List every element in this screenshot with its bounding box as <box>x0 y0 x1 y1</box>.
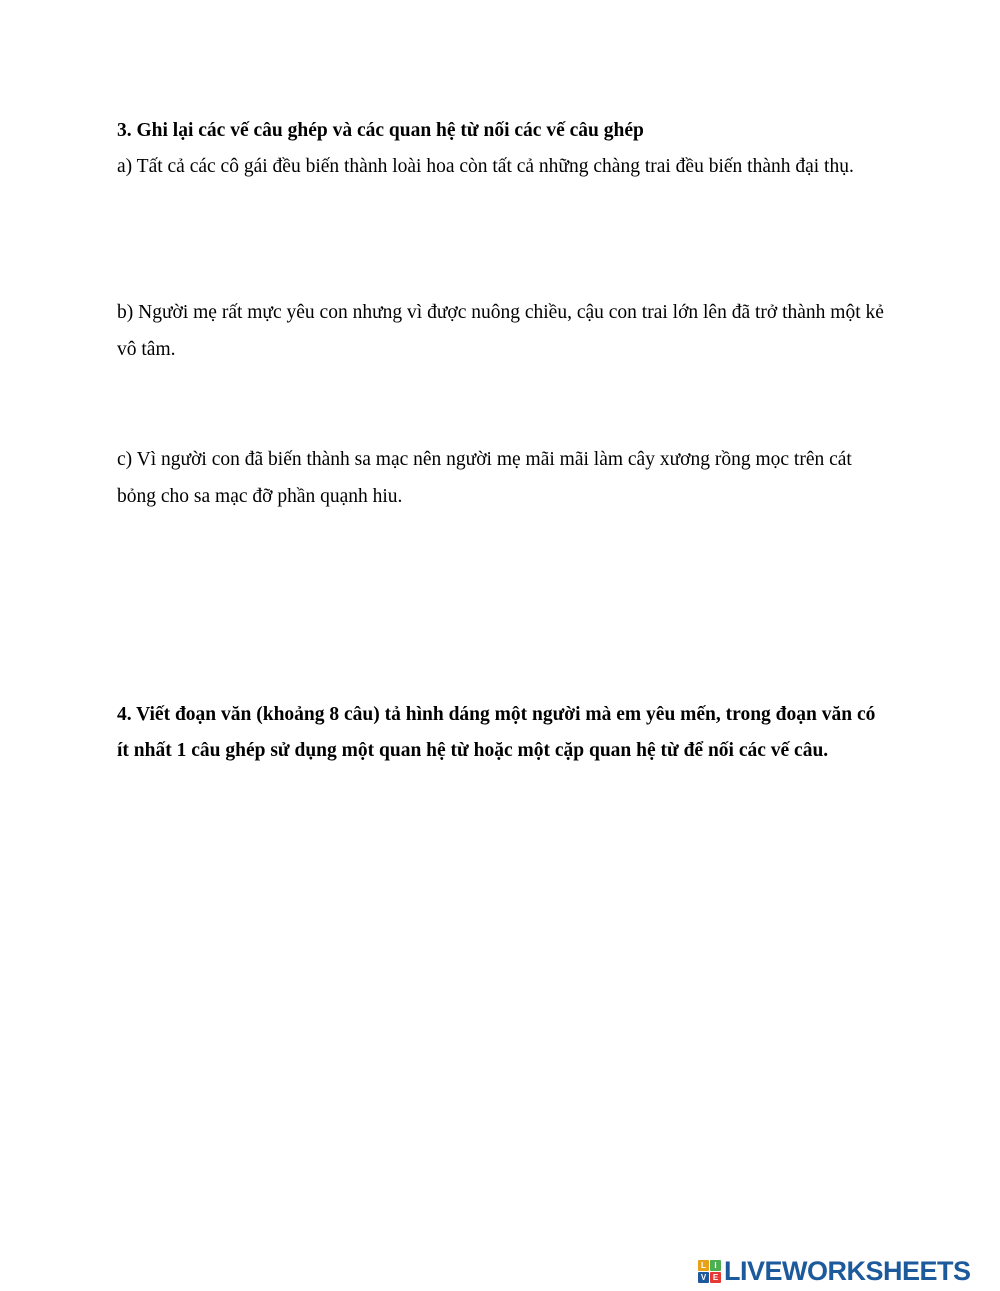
question-3-item-a: a) Tất cả các cô gái đều biến thành loài hoa còn tất cả những chàng trai đều biến thành đại thụ. <box>117 156 854 177</box>
brand-name: LIVEWORKSHEETS <box>724 1255 971 1286</box>
liveworksheets-logo-icon <box>698 1260 721 1283</box>
question-3-title: 3. Ghi lại các vế câu ghép và các quan hệ từ nối các vế câu ghép <box>117 120 644 141</box>
liveworksheets-brand <box>698 1256 971 1286</box>
question-3-item-c: c) Vì người con đã biến thành sa mạc nên người mẹ mãi mãi làm cây xương rồng mọc trên cát bỏng cho sa mạc đỡ phần quạnh hiu. <box>117 449 852 507</box>
question-3-item-b: b) Người mẹ rất mực yêu con nhưng vì được nuông chiều, cậu con trai lớn lên đã trở thành một kẻ vô tâm. <box>117 302 884 360</box>
logo-letter-i: I <box>710 1260 721 1271</box>
logo-letter-e: E <box>710 1272 721 1283</box>
question-4-prompt: 4. Viết đoạn văn (khoảng 8 câu) tả hình dáng một người mà em yêu mến, trong đoạn văn có ít nhất 1 câu ghép sử dụng một quan hệ từ hoặc một cặp quan hệ từ để nối các vế câu. <box>117 704 876 761</box>
logo-letter-l: L <box>698 1260 709 1271</box>
logo-letter-v: V <box>698 1272 709 1283</box>
